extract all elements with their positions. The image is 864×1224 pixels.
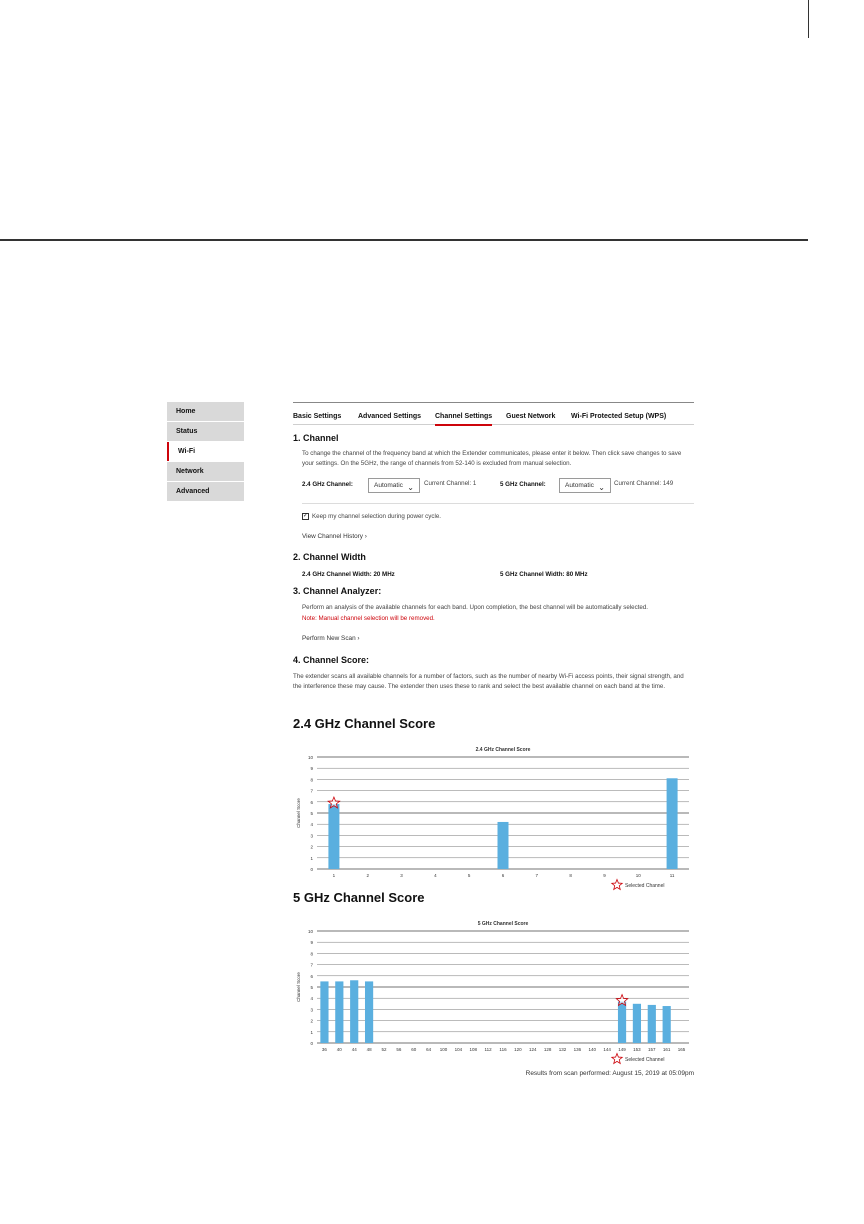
x-tick-label: 140: [588, 1047, 597, 1052]
band24-current-channel: Current Channel: 1: [424, 480, 477, 487]
bar: [320, 981, 328, 1043]
x-tick-label: 48: [366, 1047, 372, 1052]
page-divider: [0, 239, 808, 241]
keep-channel-label: Keep my channel selection during power cycle.: [312, 513, 441, 520]
channel-analyzer-heading: 3. Channel Analyzer:: [293, 586, 382, 596]
x-tick-label: 124: [529, 1047, 537, 1052]
chart-24: [293, 742, 694, 892]
band5-width: 5 GHz Channel Width: 80 MHz: [500, 571, 588, 578]
legend-label: Selected Channel: [625, 1057, 665, 1063]
band5-channel-value: Automatic: [565, 482, 594, 489]
y-tick-label: 9: [310, 766, 313, 772]
bar: [648, 1005, 656, 1043]
tab-guest-network[interactable]: Guest Network: [506, 413, 556, 420]
y-tick-label: 3: [310, 1007, 313, 1013]
chart-5-container: [293, 916, 694, 1066]
x-tick-label: 10: [635, 873, 641, 878]
analyzer-description: Perform an analysis of the available channels for each band. Upon completion, the best channel will be automatically selected.: [302, 604, 649, 611]
band5-channel-select[interactable]: [559, 478, 611, 493]
scan-results-timestamp: Results from scan performed: August 15, 2019 at 05:09pm: [525, 1070, 694, 1077]
y-tick-label: 3: [310, 833, 313, 839]
sidebar-item-network[interactable]: Network: [167, 462, 244, 481]
band5-channel-label: 5 GHz Channel:: [500, 481, 546, 488]
x-tick-label: 144: [603, 1047, 611, 1052]
y-tick-label: 4: [310, 996, 313, 1002]
keep-channel-checkbox[interactable]: ✓: [303, 513, 309, 519]
band24-channel-value: Automatic: [374, 482, 403, 489]
x-tick-label: 104: [454, 1047, 463, 1052]
page-margin-line: [808, 0, 809, 38]
y-tick-label: 2: [310, 1018, 313, 1024]
x-tick-label: 5: [467, 873, 471, 878]
x-tick-label: 100: [439, 1047, 448, 1052]
chevron-right-icon: ›: [364, 533, 367, 540]
x-tick-label: 108: [469, 1047, 477, 1052]
x-tick-label: 157: [648, 1047, 656, 1052]
y-tick-label: 7: [310, 788, 313, 794]
x-tick-label: 136: [573, 1047, 582, 1052]
x-tick-label: 112: [484, 1047, 492, 1052]
x-tick-label: 161: [662, 1047, 671, 1052]
y-tick-label: 4: [310, 822, 313, 828]
band24-channel-label: 2.4 GHz Channel:: [302, 481, 353, 488]
x-tick-label: 7: [535, 873, 539, 878]
y-tick-label: 1: [310, 855, 313, 861]
bar: [335, 981, 343, 1043]
bar: [328, 804, 339, 869]
bar: [365, 981, 373, 1043]
channel-width-heading: 2. Channel Width: [293, 552, 366, 562]
x-tick-label: 132: [558, 1047, 567, 1052]
divider: [302, 503, 694, 504]
analyzer-note: Note: Manual channel selection will be removed.: [302, 615, 435, 622]
x-tick-label: 60: [411, 1047, 417, 1052]
x-tick-label: 120: [514, 1047, 522, 1052]
x-tick-label: 64: [426, 1047, 432, 1052]
tab-advanced-settings[interactable]: Advanced Settings: [358, 413, 422, 420]
x-tick-label: 4: [434, 873, 437, 878]
tab-channel-settings[interactable]: Channel Settings: [435, 413, 493, 420]
bar: [618, 1002, 626, 1043]
x-tick-label: 52: [381, 1047, 387, 1052]
chart-24-heading: 2.4 GHz Channel Score: [293, 716, 436, 731]
chevron-right-icon: ›: [357, 635, 360, 642]
band24-width: 2.4 GHz Channel Width: 20 MHz: [302, 571, 395, 578]
bar: [667, 778, 678, 869]
x-tick-label: 8: [569, 873, 572, 878]
bar: [663, 1006, 671, 1043]
y-axis-label: Channel Score: [296, 798, 301, 828]
channel-heading: 1. Channel: [293, 433, 339, 443]
y-axis-label: Channel Score: [296, 972, 301, 1002]
x-tick-label: 116: [499, 1047, 507, 1052]
view-channel-history-label: View Channel History: [302, 533, 363, 540]
chart-title: 2.4 GHz Channel Score: [475, 747, 531, 753]
y-tick-label: 0: [310, 867, 313, 872]
x-tick-label: 3: [400, 873, 403, 878]
sidebar-item-home[interactable]: Home: [167, 402, 244, 421]
x-tick-label: 36: [321, 1047, 327, 1052]
legend-label: Selected Channel: [625, 883, 665, 889]
x-tick-label: 1: [332, 873, 336, 878]
channel-score-description: The extender scans all available channels for a number of factors, such as the number of nearby Wi-Fi access points, their signal strength, and the interference these may cause. The extender then uses these to rank and select the best available channel on each band at the time.: [293, 673, 684, 690]
x-tick-label: 2: [366, 873, 369, 878]
y-tick-label: 8: [310, 951, 313, 957]
channel-score-heading: 4. Channel Score:: [293, 655, 370, 665]
y-tick-label: 5: [310, 811, 313, 816]
band24-channel-select[interactable]: [368, 478, 420, 493]
chart-title: 5 GHz Channel Score: [477, 921, 529, 927]
y-tick-label: 5: [310, 985, 313, 990]
bar: [633, 1004, 641, 1043]
sidebar-item-advanced[interactable]: Advanced: [167, 482, 244, 501]
y-tick-label: 8: [310, 777, 313, 783]
bar: [350, 980, 358, 1043]
y-tick-label: 7: [310, 962, 313, 968]
legend-star-icon: [612, 880, 622, 890]
chart-24-container: [293, 742, 694, 892]
chart-5: [293, 916, 694, 1066]
main-panel: [293, 402, 694, 1077]
y-tick-label: 10: [307, 929, 313, 934]
y-tick-label: 2: [310, 844, 313, 850]
y-tick-label: 1: [310, 1029, 313, 1035]
channel-description: To change the channel of the frequency band at which the Extender communicates, please enter it below. Then click save changes to save your settings. On the 5GHz, the range of channels from 52-140 is excluded from manual selection.: [302, 450, 682, 467]
chart-5-heading: 5 GHz Channel Score: [293, 890, 425, 905]
x-tick-label: 9: [603, 873, 606, 878]
view-channel-history-link[interactable]: [302, 533, 367, 540]
y-tick-label: 6: [310, 799, 313, 805]
x-tick-label: 6: [501, 873, 505, 878]
tab-bar: [293, 402, 694, 425]
x-tick-label: 40: [336, 1047, 342, 1052]
y-tick-label: 9: [310, 940, 313, 946]
tab-wps[interactable]: Wi-Fi Protected Setup (WPS): [571, 413, 667, 420]
sidebar-item-wifi[interactable]: Wi-Fi: [167, 442, 244, 461]
sidebar-item-status[interactable]: Status: [167, 422, 244, 441]
x-tick-label: 128: [543, 1047, 552, 1052]
x-tick-label: 56: [396, 1047, 402, 1052]
perform-new-scan-label: Perform New Scan: [302, 635, 356, 642]
legend-star-icon: [612, 1054, 622, 1064]
x-tick-label: 149: [618, 1047, 626, 1052]
bar: [498, 822, 509, 869]
x-tick-label: 165: [677, 1047, 686, 1052]
sidebar: [167, 402, 244, 502]
band5-current-channel: Current Channel: 149: [614, 480, 674, 487]
perform-new-scan-link[interactable]: [302, 635, 360, 642]
y-tick-label: 0: [310, 1041, 313, 1046]
x-tick-label: 153: [633, 1047, 641, 1052]
y-tick-label: 6: [310, 973, 313, 979]
x-tick-label: 44: [351, 1047, 357, 1052]
x-tick-label: 11: [669, 873, 675, 878]
chevron-down-icon: ⌄: [598, 483, 605, 492]
tab-basic-settings[interactable]: Basic Settings: [293, 413, 342, 420]
y-tick-label: 10: [307, 755, 313, 760]
chevron-down-icon: ⌄: [407, 483, 414, 492]
